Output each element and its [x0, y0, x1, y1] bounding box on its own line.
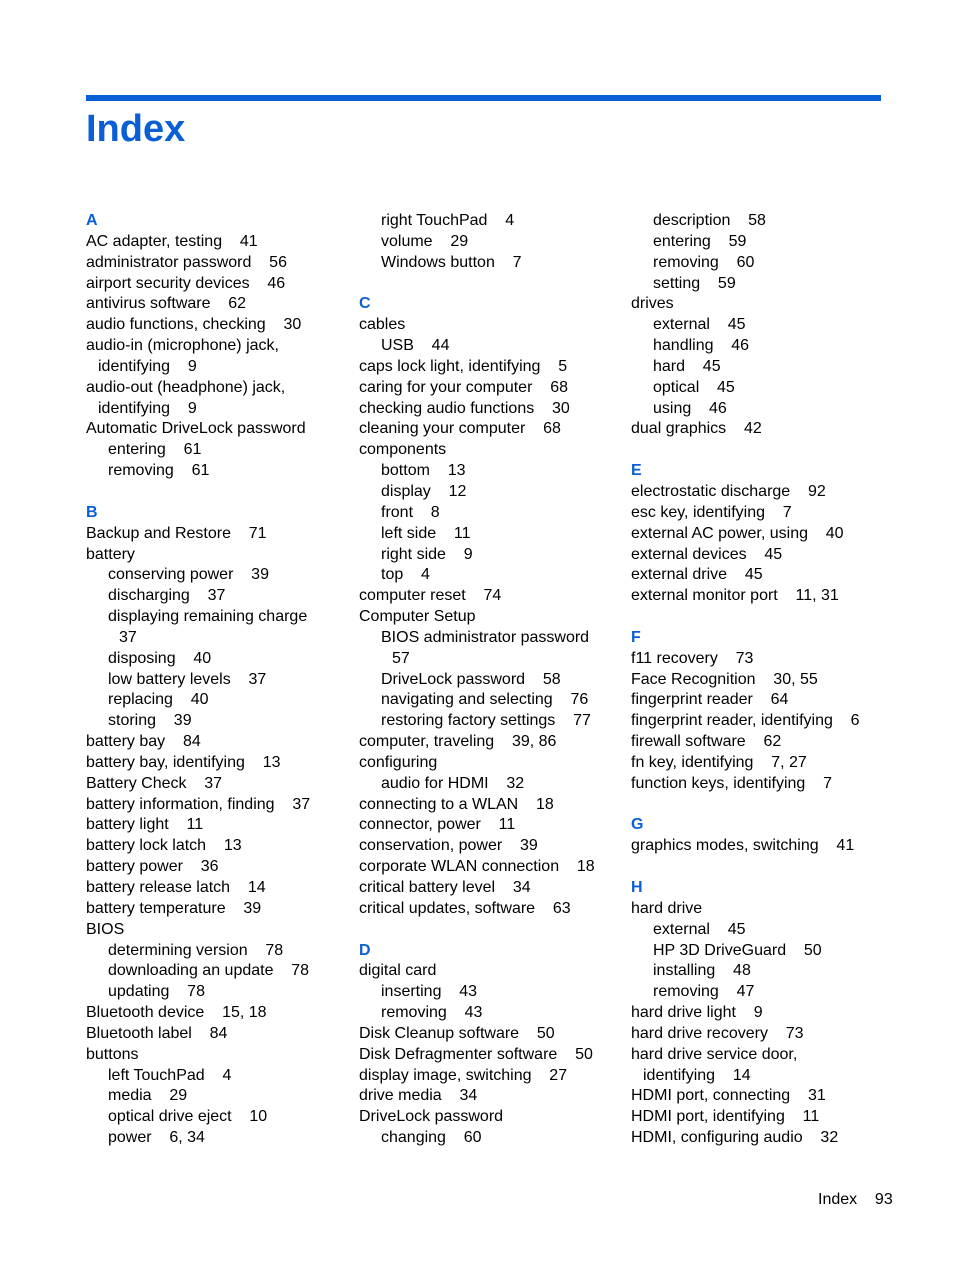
section-letter: G — [631, 816, 644, 834]
index-entry: cables — [359, 316, 406, 334]
index-entry: Face Recognition 30, 55 — [631, 670, 818, 688]
index-entry: battery temperature 39 — [86, 899, 262, 917]
index-entry: DriveLock password — [359, 1108, 504, 1126]
index-column-2 — [359, 211, 621, 1149]
index-entry: entering 61 — [108, 441, 202, 459]
index-entry: airport security devices 46 — [86, 274, 286, 292]
section-letter: H — [631, 879, 643, 896]
index-entry: installing 48 — [653, 962, 751, 980]
index-entry: front 8 — [381, 503, 440, 521]
index-entry: components — [359, 441, 447, 459]
index-entry: Windows button 7 — [381, 253, 522, 271]
index-entry: Disk Cleanup software 50 — [359, 1024, 555, 1042]
index-entry: 57 — [392, 649, 410, 667]
index-entry: connector, power 11 — [359, 816, 516, 834]
section-letter: B — [86, 503, 98, 521]
index-entry: Bluetooth device 15, 18 — [86, 1004, 267, 1022]
index-entry: firewall software 62 — [631, 733, 782, 751]
index-entry: identifying 9 — [98, 399, 197, 417]
index-entry: left side 11 — [381, 524, 471, 542]
index-entry: HDMI port, connecting 31 — [631, 1087, 826, 1105]
index-entry: conserving power 39 — [108, 566, 269, 584]
index-entry: fingerprint reader 64 — [631, 691, 789, 709]
index-entry: dual graphics 42 — [631, 420, 762, 438]
index-entry: Backup and Restore 71 — [86, 524, 267, 542]
index-entry: determining version 78 — [108, 941, 284, 959]
index-entry: external drive 45 — [631, 566, 763, 584]
index-entry: right side 9 — [381, 545, 473, 563]
index-entry: removing 61 — [108, 462, 210, 480]
index-entry: removing 43 — [381, 1004, 483, 1022]
index-entry: Computer Setup — [359, 608, 476, 626]
index-entry: critical updates, software 63 — [359, 899, 571, 917]
index-entry: computer, traveling 39, 86 — [359, 733, 557, 751]
index-entry: optical drive eject 10 — [108, 1108, 268, 1126]
index-entry: restoring factory settings 77 — [381, 712, 591, 730]
index-entry: description 58 — [653, 212, 766, 229]
index-entry: using 46 — [653, 399, 727, 417]
index-entry: battery bay 84 — [86, 733, 201, 751]
index-entry: power 6, 34 — [108, 1129, 205, 1147]
index-entry: connecting to a WLAN 18 — [359, 795, 554, 813]
index-entry: USB 44 — [381, 337, 450, 355]
index-entry: caps lock light, identifying 5 — [359, 357, 568, 375]
index-entry: displaying remaining charge — [108, 608, 308, 626]
index-entry: Battery Check 37 — [86, 774, 223, 792]
index-entry: hard 45 — [653, 357, 721, 375]
index-entry: f11 recovery 73 — [631, 649, 754, 667]
index-entry: changing 60 — [381, 1129, 482, 1147]
section-letter: E — [631, 462, 642, 480]
index-entry: replacing 40 — [108, 691, 209, 709]
index-entry: electrostatic discharge 92 — [631, 482, 826, 500]
index-entry: setting 59 — [653, 274, 736, 292]
section-gap — [631, 607, 893, 628]
index-entry: discharging 37 — [108, 587, 226, 605]
index-entry: external 45 — [653, 316, 746, 334]
index-entry: hard drive — [631, 899, 703, 917]
index-entry: audio functions, checking 30 — [86, 316, 302, 334]
index-entry: checking audio functions 30 — [359, 399, 570, 417]
index-entry: HDMI port, identifying 11 — [631, 1108, 820, 1126]
section-gap — [86, 482, 348, 503]
index-entry: Bluetooth label 84 — [86, 1024, 228, 1042]
index-entry: antivirus software 62 — [86, 295, 247, 313]
index-entry: fingerprint reader, identifying 6 — [631, 712, 860, 730]
index-entry: battery lock latch 13 — [86, 837, 242, 855]
section-letter: F — [631, 628, 641, 646]
index-entry: computer reset 74 — [359, 587, 502, 605]
index-entry: BIOS — [86, 920, 125, 938]
section-gap — [359, 920, 621, 941]
index-entry: drive media 34 — [359, 1087, 478, 1105]
index-entry: critical battery level 34 — [359, 879, 531, 896]
index-entry: administrator password 56 — [86, 253, 287, 271]
index-entry: esc key, identifying 7 — [631, 503, 792, 521]
index-entry: conservation, power 39 — [359, 837, 538, 855]
index-column-1 — [86, 211, 348, 1149]
index-entry: corporate WLAN connection 18 — [359, 858, 595, 876]
index-entry: fn key, identifying 7, 27 — [631, 753, 807, 771]
page-footer: Index 93 — [818, 1191, 893, 1208]
index-entry: external AC power, using 40 — [631, 524, 844, 542]
index-entry: HP 3D DriveGuard 50 — [653, 941, 822, 959]
index-entry: volume 29 — [381, 232, 469, 250]
index-entry: removing 47 — [653, 983, 755, 1001]
section-gap — [631, 857, 893, 878]
index-entry: battery bay, identifying 13 — [86, 753, 281, 771]
index-entry: BIOS administrator password — [381, 628, 590, 646]
index-entry: DriveLock password 58 — [381, 670, 561, 688]
index-entry: battery information, finding 37 — [86, 795, 311, 813]
index-entry: hard drive recovery 73 — [631, 1024, 804, 1042]
index-entry: display image, switching 27 — [359, 1066, 568, 1084]
index-entry: entering 59 — [653, 232, 747, 250]
index-entry: handling 46 — [653, 337, 750, 355]
index-entry: battery release latch 14 — [86, 879, 266, 896]
index-entry: external devices 45 — [631, 545, 783, 563]
index-entry: audio-in (microphone) jack, — [86, 337, 279, 355]
index-entry: low battery levels 37 — [108, 670, 267, 688]
index-entry: digital card — [359, 962, 437, 980]
index-entry: removing 60 — [653, 253, 755, 271]
index-entry: identifying 14 — [643, 1066, 751, 1084]
index-entry: left TouchPad 4 — [108, 1066, 232, 1084]
index-entry: updating 78 — [108, 983, 205, 1001]
index-entry: audio for HDMI 32 — [381, 774, 525, 792]
index-entry: navigating and selecting 76 — [381, 691, 589, 709]
index-entry: cleaning your computer 68 — [359, 420, 561, 438]
index-entry: configuring — [359, 753, 438, 771]
index-entry: hard drive service door, — [631, 1045, 798, 1063]
index-entry: battery — [86, 545, 135, 563]
index-entry: inserting 43 — [381, 983, 478, 1001]
index-entry: downloading an update 78 — [108, 962, 310, 980]
index-entry: battery power 36 — [86, 858, 219, 876]
index-entry: 37 — [119, 628, 137, 646]
index-entry: hard drive light 9 — [631, 1004, 763, 1022]
index-entry: drives — [631, 295, 674, 313]
index-entry: function keys, identifying 7 — [631, 774, 832, 792]
index-entry: optical 45 — [653, 378, 735, 396]
index-entry: external monitor port 11, 31 — [631, 587, 839, 605]
title-rule — [86, 95, 881, 101]
index-entry: AC adapter, testing 41 — [86, 232, 258, 250]
section-gap — [359, 274, 621, 295]
index-entry: audio-out (headphone) jack, — [86, 378, 286, 396]
index-entry: storing 39 — [108, 712, 192, 730]
index-entry: bottom 13 — [381, 462, 466, 480]
index-entry: HDMI, configuring audio 32 — [631, 1129, 839, 1147]
index-entry: Automatic DriveLock password — [86, 420, 306, 438]
index-entry: buttons — [86, 1045, 139, 1063]
index-entry: disposing 40 — [108, 649, 212, 667]
index-entry: display 12 — [381, 482, 467, 500]
page-title: Index — [86, 108, 186, 150]
index-entry: identifying 9 — [98, 357, 197, 375]
section-gap — [631, 440, 893, 461]
section-letter: A — [86, 212, 98, 229]
section-letter: D — [359, 941, 371, 959]
index-column-3 — [631, 211, 893, 1149]
index-entry: media 29 — [108, 1087, 188, 1105]
index-entry: top 4 — [381, 566, 430, 584]
index-entry: external 45 — [653, 920, 746, 938]
section-gap — [631, 795, 893, 816]
index-entry: right TouchPad 4 — [381, 212, 515, 229]
index-entry: caring for your computer 68 — [359, 378, 568, 396]
section-letter: C — [359, 295, 371, 313]
index-entry: graphics modes, switching 41 — [631, 837, 855, 855]
index-entry: battery light 11 — [86, 816, 204, 834]
index-entry: Disk Defragmenter software 50 — [359, 1045, 593, 1063]
